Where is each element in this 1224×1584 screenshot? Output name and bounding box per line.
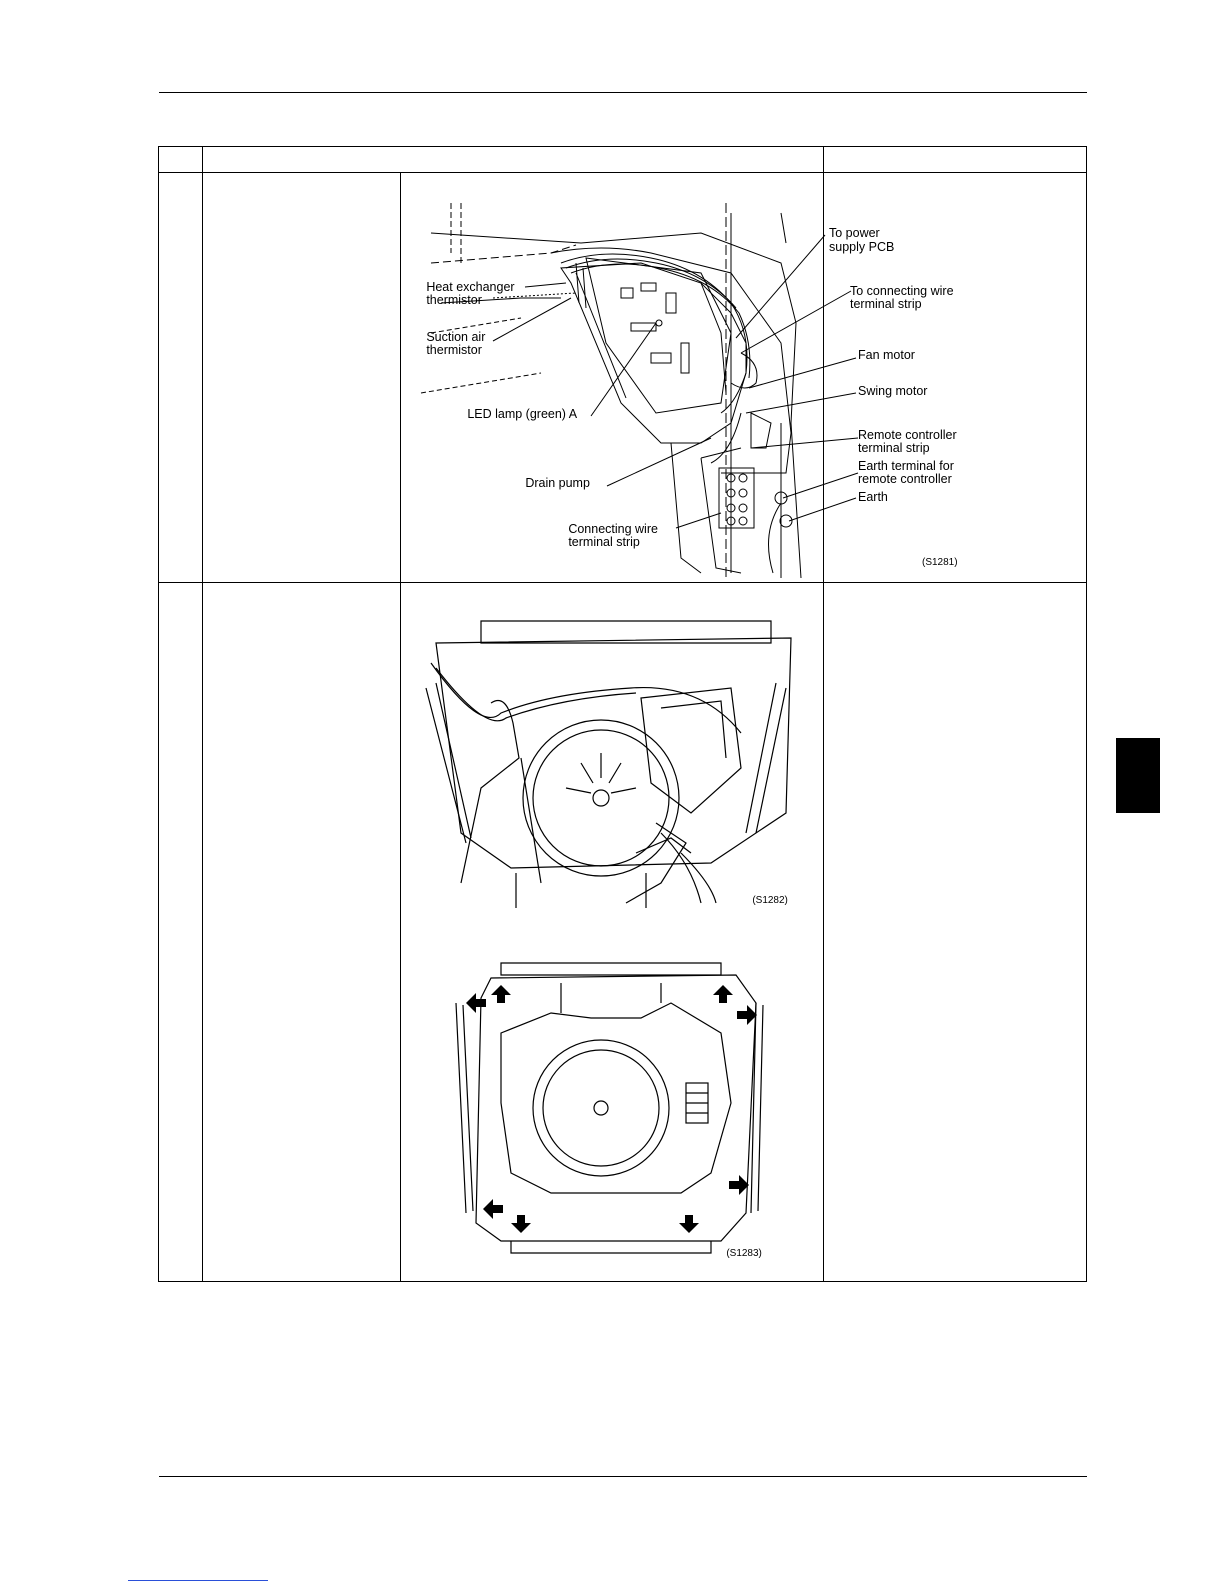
- table-row: [159, 583, 1087, 1282]
- label-connecting-wire-terminal-strip: Connecting wire terminal strip: [568, 522, 658, 549]
- label-earth-terminal-for-remote-controller: Earth terminal for remote controller: [858, 459, 954, 486]
- label-heat-exchanger-thermistor: Heat exchanger thermistor: [426, 280, 515, 307]
- procedure-table: [158, 146, 1087, 1282]
- figure-code-s1282: (S1282): [752, 895, 788, 906]
- label-earth: Earth: [858, 490, 888, 504]
- footer-link-underline: [128, 1580, 268, 1581]
- procedure-text-cell: [203, 173, 401, 583]
- label-remote-controller-terminal-strip: Remote controller terminal strip: [858, 428, 957, 455]
- figure1-right-labels: [824, 173, 1086, 581]
- figure1-labels: [401, 173, 822, 581]
- header-rule: [159, 92, 1087, 93]
- label-suction-air-thermistor: Suction air thermistor: [426, 330, 486, 357]
- header-cell-step: [159, 147, 203, 173]
- label-fan-motor: Fan motor: [858, 348, 915, 362]
- header-cell-procedure: [203, 147, 824, 173]
- mounting-points-drawing: [401, 923, 822, 1281]
- label-swing-motor: Swing motor: [858, 384, 928, 398]
- table-header-row: [159, 147, 1087, 173]
- section-tab: [1116, 738, 1160, 813]
- figure-cell: [401, 583, 824, 1282]
- table-row: [159, 173, 1087, 583]
- figure-fan-removal: [401, 583, 823, 923]
- label-drain-pump: Drain pump: [525, 476, 590, 490]
- footer-rule: [159, 1476, 1087, 1477]
- label-led-lamp: LED lamp (green) A: [467, 407, 578, 421]
- header-cell-points: [824, 147, 1087, 173]
- direction-arrows: [466, 985, 757, 1233]
- step-cell: [159, 583, 203, 1282]
- figure-code-s1283: (S1283): [726, 1248, 762, 1259]
- figure-mounting-points: [401, 923, 823, 1281]
- figure-code-s1281: (S1281): [922, 557, 958, 568]
- points-cell: [824, 173, 1087, 583]
- label-to-connecting-wire-terminal-strip: To connecting wire terminal strip: [850, 284, 954, 311]
- procedure-text-cell: [203, 583, 401, 1282]
- step-cell: [159, 173, 203, 583]
- fan-removal-photo-drawing: [401, 583, 822, 923]
- points-cell: [824, 583, 1087, 1282]
- label-to-power-supply-pcb: To power supply PCB: [829, 226, 895, 254]
